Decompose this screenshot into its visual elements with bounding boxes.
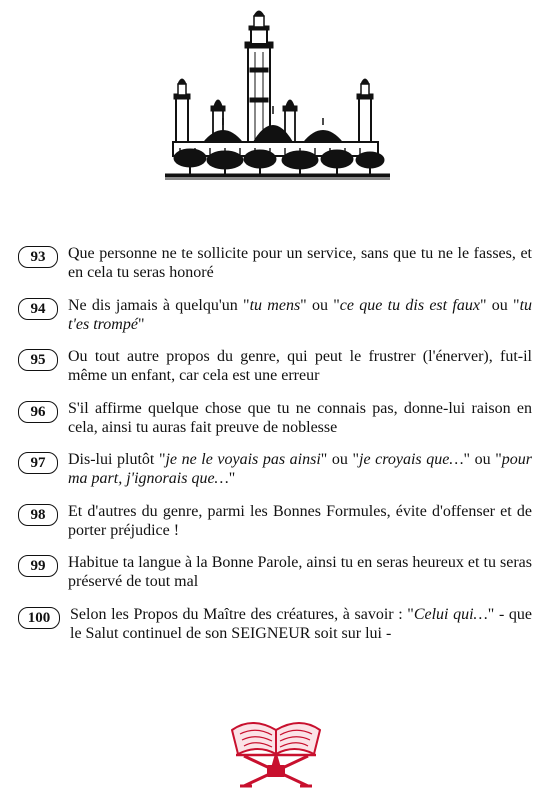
list-item bbox=[18, 553, 532, 605]
item-text: Dis-lui plutôt "je ne le voyais pas ainsi" ou "je croyais que…" ou "pour ma part, j'ignorais que…" bbox=[68, 451, 532, 487]
list-item bbox=[18, 450, 532, 502]
italic-quote: je ne le voyais pas ainsi bbox=[165, 451, 321, 468]
italic-quote: pour ma part, j'ignorais que… bbox=[68, 451, 532, 487]
italic-quote: tu mens bbox=[249, 296, 301, 314]
list-item bbox=[18, 502, 532, 554]
item-text: Ne dis jamais à quelqu'un "tu mens" ou "ce que tu dis est faux" ou "tu t'es trompé" bbox=[68, 296, 533, 333]
list-item bbox=[18, 347, 532, 399]
item-number-badge: 100 bbox=[18, 607, 60, 629]
item-number-badge: 95 bbox=[18, 349, 58, 371]
italic-quote: tu t'es trompé bbox=[68, 296, 533, 333]
item-number-badge: 96 bbox=[18, 401, 58, 423]
item-number-badge: 94 bbox=[18, 298, 58, 320]
item-number-badge: 97 bbox=[18, 452, 58, 474]
list-item bbox=[18, 244, 532, 296]
italic-quote: ce que tu dis est faux bbox=[339, 296, 480, 314]
quran-on-stand-icon bbox=[222, 708, 330, 790]
item-text: S'il affirme quelque chose que tu ne connais pas, donne-lui raison en cela, ainsi tu auras fait preuve de noblesse bbox=[68, 399, 532, 436]
item-number-badge: 98 bbox=[18, 504, 58, 526]
list-item bbox=[18, 296, 532, 348]
list-item bbox=[18, 399, 532, 451]
item-text: Et d'autres du genre, parmi les Bonnes Formules, évite d'offenser et de porter préjudice ! bbox=[68, 502, 532, 539]
item-text: Ou tout autre propos du genre, qui peut le frustrer (l'énerver), fut-il même un enfant, car cela est une erreur bbox=[68, 348, 532, 384]
item-text: Selon les Propos du Maître des créatures, à savoir : "Celui qui…" - que le Salut continuel de son SEIGNEUR soit sur lui - bbox=[70, 605, 532, 642]
item-text: Que personne ne te sollicite pour un service, sans que tu ne le fasses, et en cela tu seras honoré bbox=[68, 245, 532, 281]
list-item bbox=[18, 605, 532, 657]
italic-quote: Celui qui… bbox=[413, 605, 488, 623]
numbered-list bbox=[18, 244, 532, 656]
item-number-badge: 99 bbox=[18, 555, 58, 577]
item-text: Habitue ta langue à la Bonne Parole, ainsi tu en seras heureux et tu seras préservé de tout mal bbox=[68, 554, 532, 590]
mosque-illustration bbox=[165, 8, 390, 180]
item-number-badge: 93 bbox=[18, 246, 58, 268]
italic-quote: je croyais que… bbox=[359, 451, 464, 468]
